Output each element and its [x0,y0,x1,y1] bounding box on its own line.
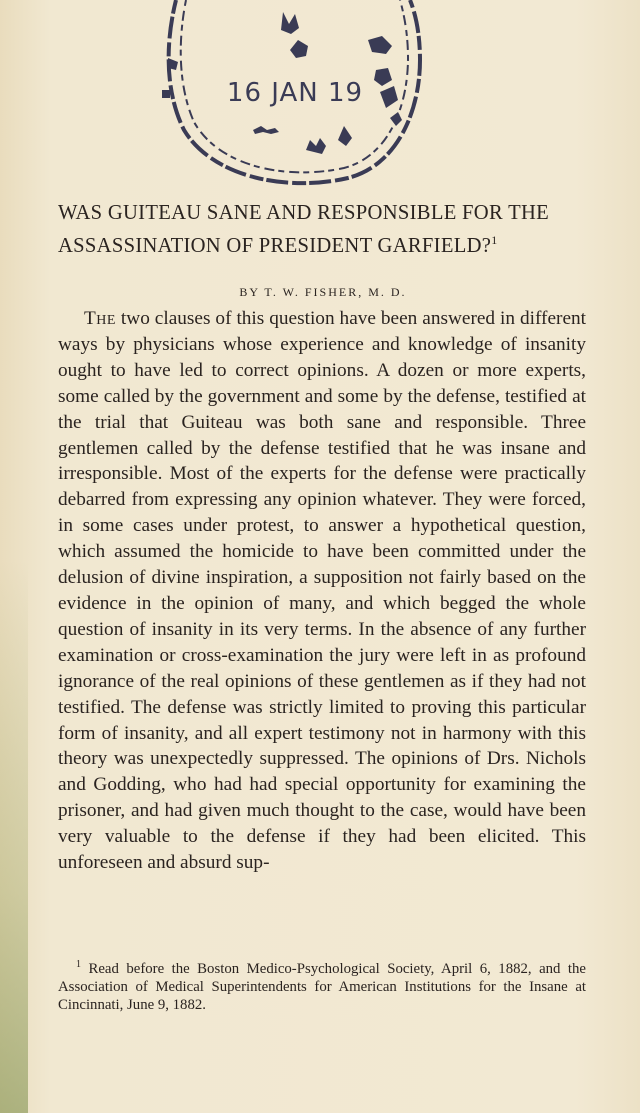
footnote-marker: 1 [76,959,81,970]
article-body [58,306,586,876]
stamp-date: 16 JAN 19 [226,78,364,108]
article-title [58,200,588,260]
footnote-text: Read before the Boston Medico-Psychological Society, April 6, 1882, and the Association of Medical Superintendents for American Institutions for the Insane at Cincinnati, June 9, 1882. [58,960,586,1014]
author-byline: BY T. W. FISHER, M. D. [239,285,407,299]
footnote [58,956,586,1015]
library-date-stamp [158,0,426,186]
page-edge-shadow [0,560,28,1113]
article-body-text: two clauses of this question have been answered in different ways by physicians whose experience and knowledge of insanity ought to have led to correct opinions. A dozen or more experts, some called by the government and some by the defense, testified at the trial that Guiteau was both sane and responsible. Three gentlemen called by the defense testified that he was insane and irresponsible. Most of the experts for the defense were practically debarred from expressing any opinion whatever. They were forced, in some cases under protest, to answer a hypothetical question, which assumed the homicide to have been committed under the delusion of divine inspiration, a supposition not fairly based on the evidence in the opinion of many, and which begged the whole question of insanity in its very terms. In the absence of any further examination or cross-examination the jury were left in as profound ignorance of the real opinions of these gentlemen as if they had not testified. The defense was strictly limited to proving this particular form of insanity, and all expert testimony not in harmony with this theory was unexpectedly suppressed. The opinions of Drs. Nichols and Godding, who had had special opportunity for examining the prisoner, and had given much thought to the case, would have been very valuable to the defense if they had been elicited. This unforeseen and absurd sup- [58,308,586,874]
article-title-text: WAS GUITEAU SANE AND RESPONSIBLE FOR THE ASSASSINATION OF PRESIDENT GARFIELD? [58,202,550,257]
article-first-word: The [84,308,116,329]
title-footnote-marker: 1 [491,233,498,247]
